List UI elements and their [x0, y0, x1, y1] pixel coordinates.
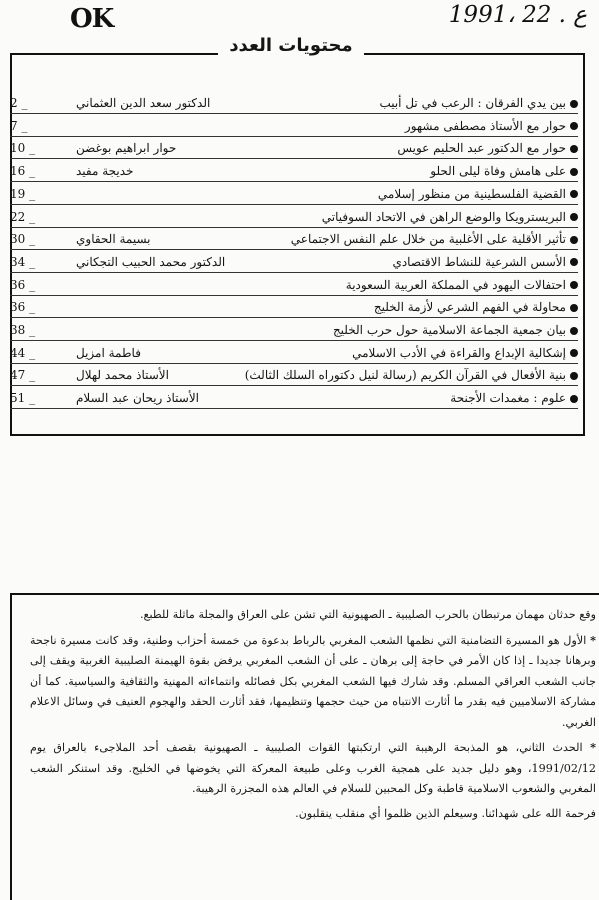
toc-entry-title: على هامش وفاة ليلى الحلو — [430, 164, 566, 179]
toc-entry-author: الدكتور محمد الحبيب التجكاني — [76, 254, 226, 269]
toc-entry-title: تأثير الأقلية على الأغلبية من خلال علم النفس الاجتماعي — [290, 232, 566, 247]
toc-entry-page: 30 _ — [10, 232, 36, 247]
toc-entry-author: فاطمة امزيل — [76, 345, 141, 360]
bullet-icon — [570, 168, 578, 176]
asterisk-marker: * — [590, 632, 596, 647]
toc-entry-author: الأستاذ ريحان عبد السلام — [76, 391, 200, 406]
editorial-paragraph-2 — [30, 737, 596, 800]
toc-entry-title: القضية الفلسطينية من منظور إسلامي — [377, 186, 566, 201]
toc-entry — [10, 94, 578, 114]
editorial-intro: وقع حدثان مهمان مرتبطان بالحرب الصليبية ـ الصهيونية التي تشن على العراق والمجلة ماثلة للطبع. — [139, 608, 596, 621]
toc-entry-title: بين يدي الفرقان : الرعب في تل أبيب — [379, 96, 566, 110]
bullet-icon — [570, 190, 578, 198]
bullet-icon — [570, 236, 578, 244]
toc-entry — [10, 208, 578, 228]
toc-entry-author: بسيمة الحقاوي — [76, 232, 151, 247]
editorial-paragraph-1-text: الأول هو المسيرة التضامنية التي نظمها الشعب المغربي بالرباط بدعوة من خمسة أحزاب وطنية، وقد كانت مسيرة ناجحة وبرهانا جديدا ـ إذا كان الأمر في حاجة إلى برهان ـ على أن الشعب المغربي يرفض بقوة الهيمنة الصليبية الغربية ويقف إلى جانب الشعب العراقي المسلم. وقد شارك فيها الشعب المغربي بكل فصائله وانتماءاته المهنية والثقافية والسياسية. كما أن مشاركة الاسلاميين فيه بقدر ما أثارت الانتباه من حيث حجمها وتنظيمها، فقد أثارت الحقد والهجوم العنيف في وسائل الاعلام الغربي. — [30, 633, 596, 729]
toc-entry — [10, 230, 578, 250]
editorial-box — [10, 593, 599, 900]
asterisk-marker: * — [590, 740, 596, 754]
toc-entry-title: إشكالية الإبداع والقراءة في الأدب الاسلامي — [352, 345, 566, 360]
bullet-icon — [570, 258, 578, 266]
toc-entry-author: حوار ابراهيم بوغضن — [76, 141, 177, 156]
bullet-icon — [570, 372, 578, 380]
toc-entry-page: 10 _ — [10, 141, 36, 156]
toc-entry-title: البريسترويكا والوضع الراهن في الاتحاد السوفياتي — [321, 209, 566, 224]
toc-entry — [10, 253, 578, 273]
handwritten-date-note: 1991، 22 . ع — [448, 2, 587, 28]
toc-entry-author: خديجة مفيد — [76, 164, 134, 179]
toc-entry-title: محاولة في الفهم الشرعي لأزمة الخليج — [373, 300, 566, 315]
toc-entry-page: 22 _ — [10, 209, 36, 224]
toc-entry — [10, 366, 578, 386]
toc-entry — [10, 162, 578, 182]
bullet-icon — [570, 145, 578, 153]
toc-entry-page: 44 _ — [10, 345, 36, 360]
bullet-icon — [570, 122, 578, 130]
editorial-paragraph-2-text: الحدث الثاني، هو المذبحة الرهيبة التي ارتكبتها القوات الصليبية ـ الصهيونية بقصف أحد الملاجىء بالعراق يوم 1991/02/12، وهو دليل جديد على همجية الغرب وعلى طبيعة المعركة التي يخوضها في الخليج. وقد استنكر الشعب المغربي والشعوب الاسلامية قاطبة وكل المحبين للسلام في العالم هذه المجزرة الرهيبة. — [30, 741, 596, 795]
toc-entry-title: حوار مع الأستاذ مصطفى مشهور — [404, 118, 566, 133]
handwritten-ok-mark: OK — [70, 4, 114, 34]
toc-entry-title: بنية الأفعال في القرآن الكريم (رسالة لنيل دكتوراه السلك الثالث) — [244, 368, 566, 383]
toc-entry-title: احتفالات اليهود في المملكة العربية السعودية — [345, 277, 566, 292]
toc-entry-page: 36 _ — [10, 300, 36, 315]
toc-entry-page: 16 _ — [10, 164, 36, 179]
toc-entry-title: الأسس الشرعية للنشاط الاقتصادي — [392, 254, 566, 269]
toc-entry-page: 7 _ — [10, 118, 28, 133]
toc-entry — [10, 321, 578, 341]
toc-entry-title: حوار مع الدكتور عبد الحليم عويس — [397, 141, 566, 156]
editorial-text — [30, 605, 596, 824]
bullet-icon — [570, 395, 578, 403]
toc-entry — [10, 344, 578, 364]
toc-entry-page: 19 _ — [10, 186, 36, 201]
bullet-icon — [570, 304, 578, 312]
toc-entry — [10, 276, 578, 296]
toc-entry — [10, 139, 578, 159]
bullet-icon — [570, 100, 578, 108]
toc-entry — [10, 117, 578, 137]
bullet-icon — [570, 213, 578, 221]
toc-entry-page: 2 _ — [10, 96, 28, 110]
toc-entry-title: علوم : مغمدات الأجنحة — [450, 391, 566, 406]
toc-entry-page: 34 _ — [10, 254, 36, 269]
bullet-icon — [570, 327, 578, 335]
toc-entry-author: الدكتور سعد الدين العثماني — [76, 96, 211, 110]
toc-title: محتويات العدد — [218, 33, 364, 59]
toc-entry-author: الأستاذ محمد لهلال — [76, 368, 169, 383]
toc-entry-title: بيان جمعية الجماعة الاسلامية حول حرب الخليج — [332, 323, 566, 337]
bullet-icon — [570, 349, 578, 357]
toc-entry — [10, 298, 578, 318]
editorial-paragraph-1 — [30, 630, 596, 734]
toc-entry-page: 36 _ — [10, 277, 36, 292]
editorial-closing: فرحمة الله على شهدائنا. وسيعلم الذين ظلموا أي منقلب ينقلبون. — [295, 806, 596, 820]
bullet-icon — [570, 281, 578, 289]
toc-entry — [10, 389, 578, 409]
toc-entry — [10, 185, 578, 205]
toc-entry-page: 47 _ — [10, 368, 36, 383]
toc-entry-page: 38 _ — [10, 323, 36, 337]
toc-entry-page: 51 _ — [10, 391, 36, 406]
